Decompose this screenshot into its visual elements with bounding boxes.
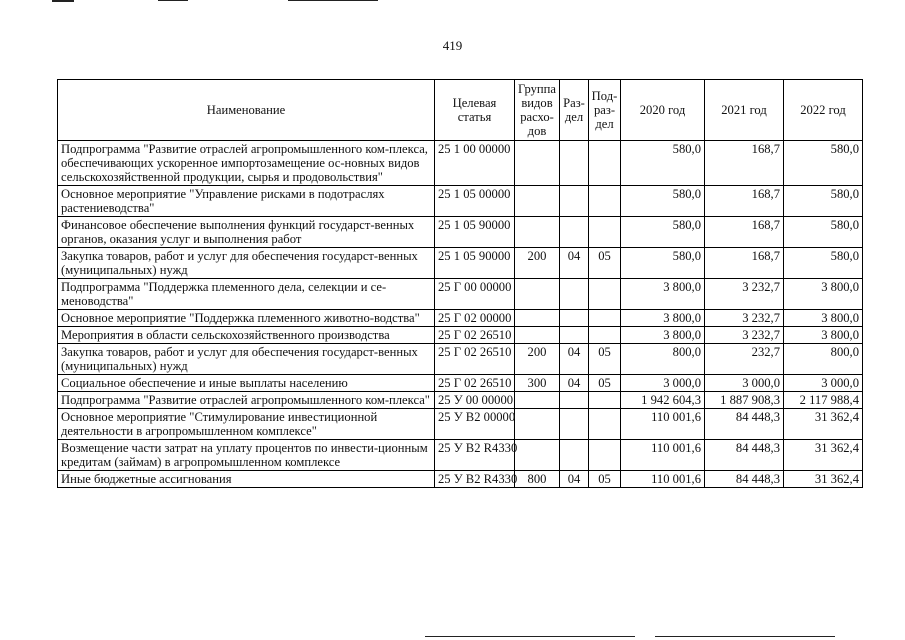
row-target: 25 У В2 00000 [435,409,515,440]
row-subsection [589,186,621,217]
header-2021: 2021 год [705,80,784,141]
page-number: 419 [442,38,463,53]
row-value-2022: 3 800,0 [784,310,863,327]
row-value-2020: 580,0 [621,217,705,248]
row-name: Финансовое обеспечение выполнения функций государст-венных органов, оказания услуг и выполнения работ [58,217,435,248]
row-value-2022: 800,0 [784,344,863,375]
row-target: 25 Г 02 26510 [435,375,515,392]
row-section [560,217,589,248]
row-value-2021: 168,7 [705,217,784,248]
row-section [560,327,589,344]
row-section [560,440,589,471]
table-row [58,186,863,217]
row-value-2021: 3 232,7 [705,327,784,344]
row-section [560,186,589,217]
row-target: 25 Г 00 00000 [435,279,515,310]
row-subsection: 05 [589,471,621,488]
row-value-2021: 84 448,3 [705,471,784,488]
row-value-2022: 580,0 [784,186,863,217]
row-value-2020: 580,0 [621,186,705,217]
row-name: Социальное обеспечение и иные выплаты населению [58,375,435,392]
row-target: 25 1 05 90000 [435,217,515,248]
row-value-2022: 580,0 [784,141,863,186]
row-subsection: 05 [589,375,621,392]
top-scan-line-mid [158,0,188,1]
header-section: Раз-дел [560,80,589,141]
row-value-2022: 3 000,0 [784,375,863,392]
row-name: Подпрограмма "Поддержка племенного дела, селекции и се-меноводства" [58,279,435,310]
top-scan-line-right [288,0,378,1]
row-subsection: 05 [589,248,621,279]
row-section [560,279,589,310]
row-value-2022: 3 800,0 [784,327,863,344]
row-target: 25 Г 02 00000 [435,310,515,327]
row-value-2020: 580,0 [621,141,705,186]
row-group: 200 [515,248,560,279]
row-section: 04 [560,344,589,375]
row-subsection [589,141,621,186]
header-2020: 2020 год [621,80,705,141]
table-row [58,471,863,488]
row-subsection [589,279,621,310]
row-value-2020: 3 000,0 [621,375,705,392]
row-value-2021: 1 887 908,3 [705,392,784,409]
row-value-2020: 110 001,6 [621,471,705,488]
row-value-2021: 84 448,3 [705,409,784,440]
row-section [560,392,589,409]
row-section: 04 [560,375,589,392]
header-name: Наименование [58,80,435,141]
row-value-2021: 168,7 [705,186,784,217]
row-value-2022: 31 362,4 [784,471,863,488]
table-row [58,440,863,471]
top-scan-line-left [52,0,74,2]
table-row [58,248,863,279]
row-target: 25 1 05 90000 [435,248,515,279]
row-group: 800 [515,471,560,488]
row-value-2021: 3 232,7 [705,279,784,310]
header-2022: 2022 год [784,80,863,141]
table-row [58,310,863,327]
table-row [58,392,863,409]
row-section: 04 [560,248,589,279]
row-value-2020: 3 800,0 [621,327,705,344]
bottom-scan-line-right [655,636,835,637]
row-name: Иные бюджетные ассигнования [58,471,435,488]
row-section: 04 [560,471,589,488]
row-target: 25 Г 02 26510 [435,327,515,344]
row-section [560,141,589,186]
row-value-2021: 232,7 [705,344,784,375]
row-target: 25 У В2 R4330 [435,471,515,488]
table-header-row [58,80,863,141]
header-subsection: Под-раз-дел [589,80,621,141]
row-value-2021: 3 232,7 [705,310,784,327]
row-name: Подпрограмма "Развитие отраслей агропромышленного ком-плекса, обеспечивающих ускоренное импортозамещение ос-новных видов сельскохозяйственной продукции, сырья и продовольствия" [58,141,435,186]
header-target: Целевая статья [435,80,515,141]
table-row [58,141,863,186]
row-value-2020: 1 942 604,3 [621,392,705,409]
row-name: Мероприятия в области сельскохозяйственного производства [58,327,435,344]
row-section [560,310,589,327]
row-name: Возмещение части затрат на уплату процентов по инвести-ционным кредитам (займам) в агропромышленном комплексе [58,440,435,471]
row-subsection [589,310,621,327]
row-value-2021: 168,7 [705,141,784,186]
row-value-2021: 84 448,3 [705,440,784,471]
row-value-2022: 2 117 988,4 [784,392,863,409]
row-target: 25 1 05 00000 [435,186,515,217]
row-group [515,141,560,186]
row-section [560,409,589,440]
row-value-2022: 580,0 [784,217,863,248]
row-group [515,327,560,344]
row-value-2021: 168,7 [705,248,784,279]
row-group [515,440,560,471]
row-target: 25 1 00 00000 [435,141,515,186]
row-value-2022: 31 362,4 [784,440,863,471]
row-group [515,217,560,248]
table-row [58,409,863,440]
row-subsection: 05 [589,344,621,375]
row-value-2020: 3 800,0 [621,279,705,310]
table-row [58,279,863,310]
row-value-2020: 110 001,6 [621,440,705,471]
row-subsection [589,217,621,248]
row-value-2020: 580,0 [621,248,705,279]
row-name: Основное мероприятие "Стимулирование инвестиционной деятельности в агропромышленном комплексе" [58,409,435,440]
row-group: 200 [515,344,560,375]
bottom-scan-line-left [425,636,635,637]
row-value-2022: 3 800,0 [784,279,863,310]
row-group [515,409,560,440]
row-value-2020: 800,0 [621,344,705,375]
header-group: Группа видов расхо-дов [515,80,560,141]
row-target: 25 У В2 R4330 [435,440,515,471]
row-value-2021: 3 000,0 [705,375,784,392]
row-subsection [589,409,621,440]
row-group [515,186,560,217]
budget-table [57,79,863,488]
row-subsection [589,392,621,409]
row-name: Закупка товаров, работ и услуг для обеспечения государст-венных (муниципальных) нужд [58,344,435,375]
row-name: Основное мероприятие "Поддержка племенного животно-водства" [58,310,435,327]
row-subsection [589,440,621,471]
row-value-2022: 580,0 [784,248,863,279]
table-row [58,375,863,392]
row-subsection [589,327,621,344]
table-row [58,344,863,375]
row-target: 25 Г 02 26510 [435,344,515,375]
row-group [515,392,560,409]
row-name: Основное мероприятие "Управление рисками в подотраслях растениеводства" [58,186,435,217]
row-target: 25 У 00 00000 [435,392,515,409]
row-group [515,310,560,327]
row-name: Подпрограмма "Развитие отраслей агропромышленного ком-плекса" [58,392,435,409]
row-value-2022: 31 362,4 [784,409,863,440]
row-value-2020: 110 001,6 [621,409,705,440]
row-name: Закупка товаров, работ и услуг для обеспечения государст-венных (муниципальных) нужд [58,248,435,279]
row-group [515,279,560,310]
table-row [58,217,863,248]
table-body [58,141,863,488]
row-value-2020: 3 800,0 [621,310,705,327]
row-group: 300 [515,375,560,392]
table-row [58,327,863,344]
